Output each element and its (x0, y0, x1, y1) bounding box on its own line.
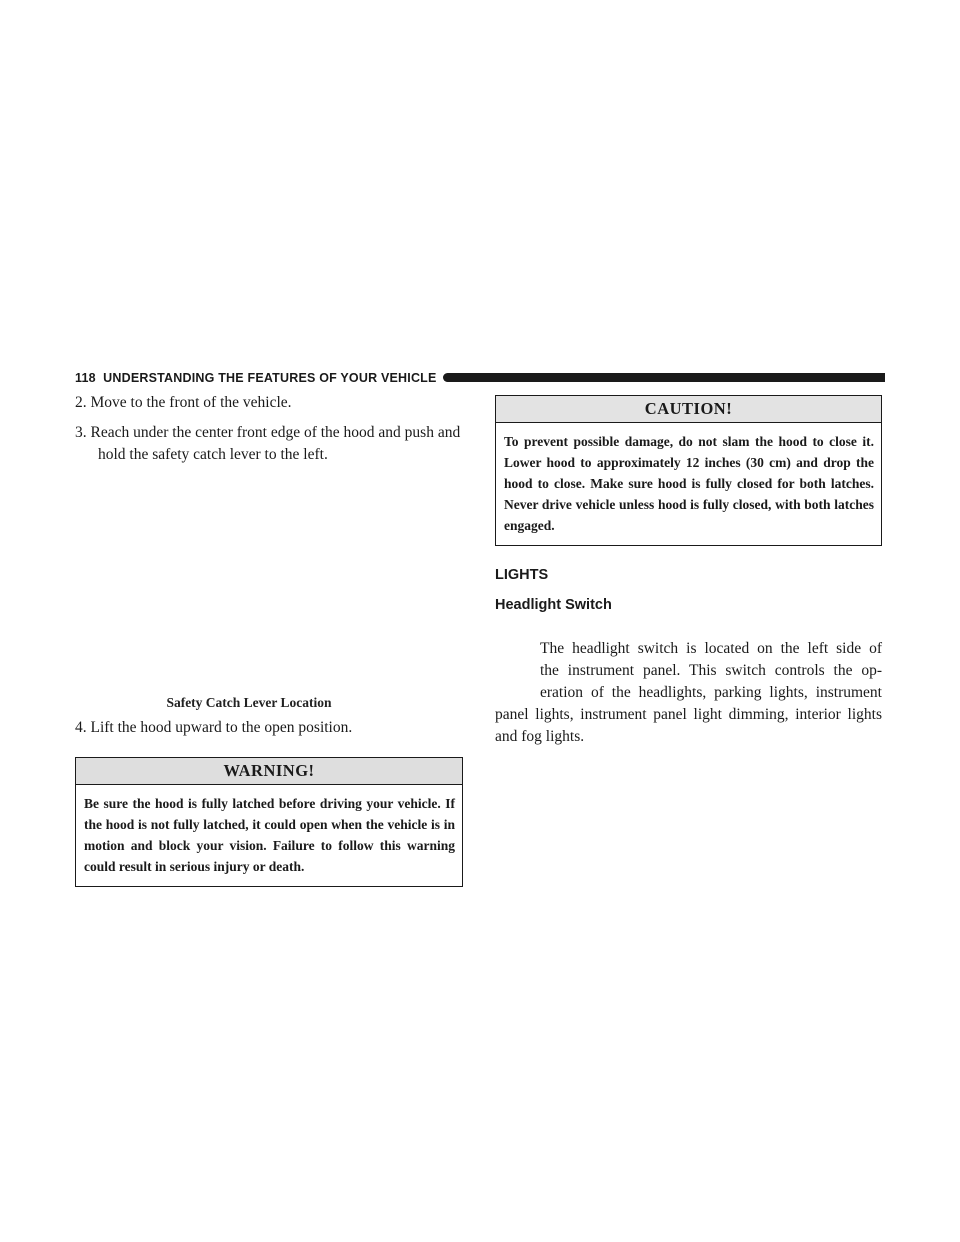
section-title: UNDERSTANDING THE FEATURES OF YOUR VEHICLE (103, 371, 437, 385)
paragraph-line: eration of the headlights, parking lights, instrument (540, 684, 882, 701)
section-heading: LIGHTS (495, 567, 549, 583)
caution-title: CAUTION! (496, 396, 881, 423)
left-column (75, 392, 463, 887)
paragraph-rest: panel lights, instrument panel light dimming, interior lights and fog lights. (495, 706, 882, 745)
page-header (75, 370, 885, 386)
warning-title: WARNING! (76, 758, 462, 785)
caution-box (495, 395, 882, 546)
headlight-paragraph (495, 638, 882, 748)
right-column (495, 395, 882, 748)
figure-caption: Safety Catch Lever Location (166, 695, 332, 710)
paragraph-line: The headlight switch is located on the left side of (540, 640, 882, 657)
warning-body: Be sure the hood is fully latched before driving your vehicle. If the hood is not fully latched, it could open when the vehicle is in motion and block your vision. Failure to follow this warning could result in serious injury or death. (84, 796, 455, 874)
subsection-heading: Headlight Switch (495, 597, 612, 613)
step-3: 3. Reach under the center front edge of the hood and push and hold the safety catch lever to the left. (75, 424, 461, 463)
step-2: 2. Move to the front of the vehicle. (75, 394, 292, 411)
paragraph-line: the instrument panel. This switch controls the op- (540, 662, 882, 679)
icon-placeholder (495, 614, 882, 638)
step-4: 4. Lift the hood upward to the open position. (75, 719, 353, 736)
page-header-text (75, 370, 437, 386)
page-number: 118 (75, 371, 96, 385)
figure-area (75, 466, 463, 694)
header-rule (443, 373, 885, 382)
caution-body: To prevent possible damage, do not slam the hood to close it. Lower hood to approximately 12 inches (30 cm) and drop the hood to close. Make sure hood is fully closed for both latches. Never drive vehicle unless hood is fully closed, with both latches engaged. (504, 434, 874, 533)
warning-box (75, 757, 463, 887)
